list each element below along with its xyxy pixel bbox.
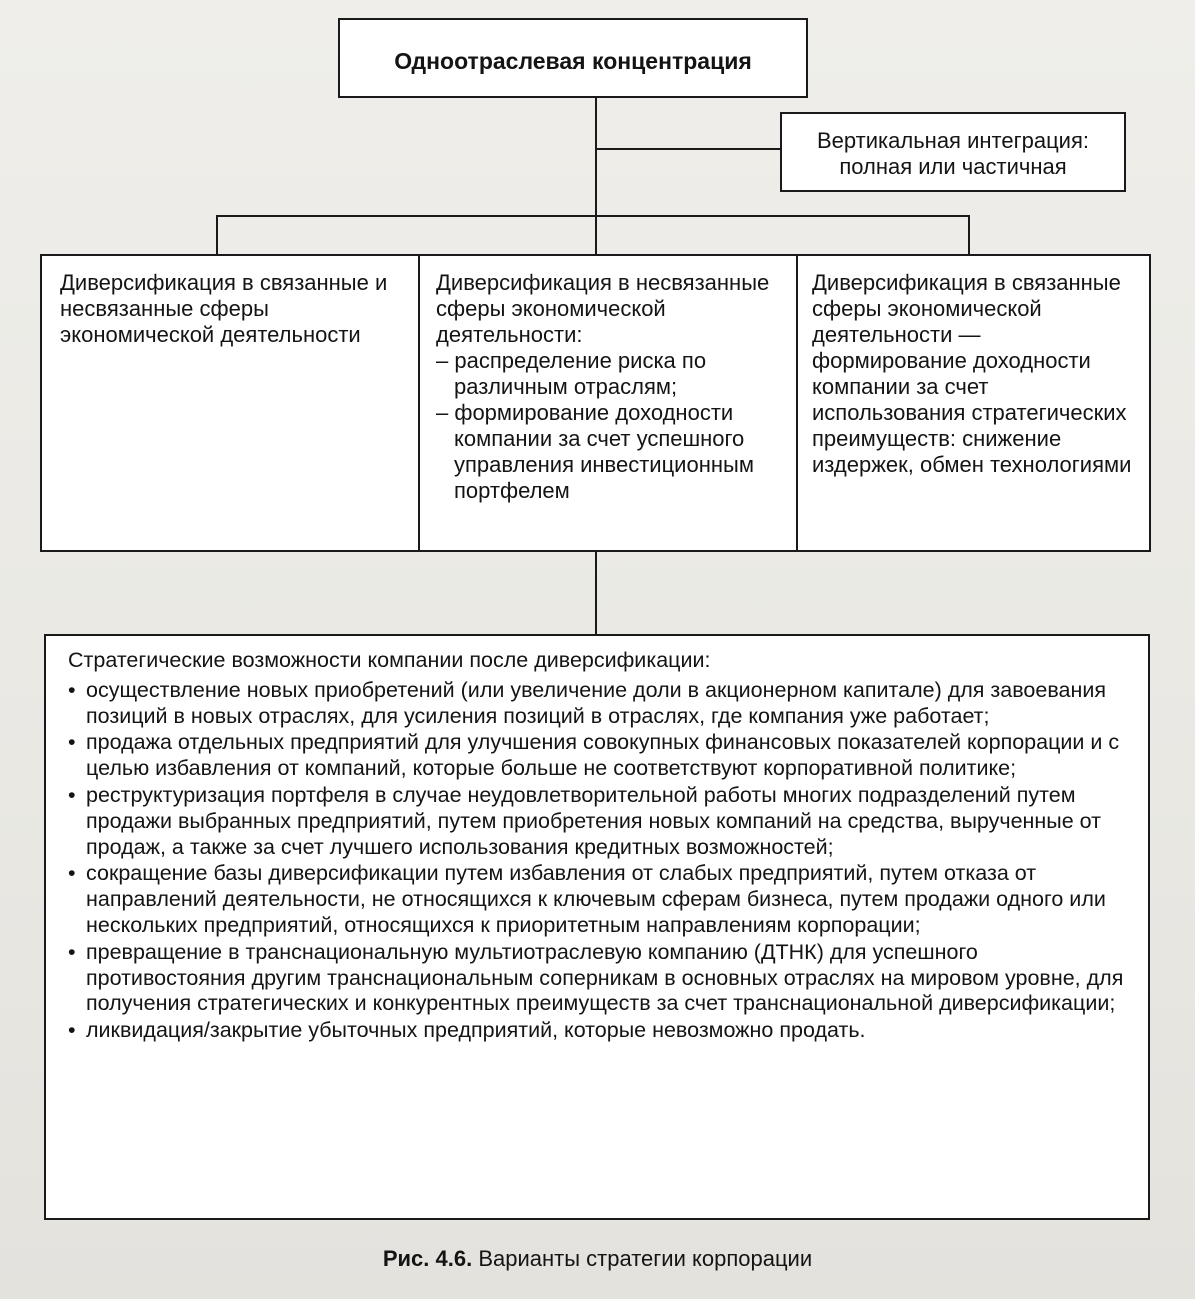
related-diversification-label: Диверсификация в связанные сферы экономической деятельности — формирование доходности компании за счет использования стратегических преимуществ: снижение издержек, обмен технологиями xyxy=(812,270,1132,477)
bullet-icon: • xyxy=(68,939,76,964)
list-item-text: продажа отдельных предприятий для улучшения совокупных финансовых показателей корпорации и с целью избавления от компаний, которые больше не соответствуют корпоративной политике; xyxy=(86,730,1120,781)
related-unrelated-diversification-label: Диверсификация в связанные и несвязанные сферы экономической деятельности xyxy=(60,270,388,347)
list-item: – формирование доходности компании за счет успешного управления инвестиционным портфелем xyxy=(436,399,754,503)
list-item-text: осуществление новых приобретений (или увеличение доли в акционерном капитале) для завоевания позиций в новых отраслях, для усиления позиций в отраслях, где компания уже работает; xyxy=(86,677,1106,728)
strategic-options-title: Стратегические возможности компании после диверсификации: xyxy=(68,648,711,672)
strategic-options-box xyxy=(44,634,1150,1220)
list-item xyxy=(68,1018,1134,1044)
connector-to-vertical xyxy=(595,148,781,150)
list-item xyxy=(68,861,1134,938)
list-item-text: реструктуризация портфеля в случае неудовлетворительной работы многих подразделений путем продажи выбранных предприятий, путем приобретения новых компаний на средства, вырученные от продаж, а также за счет лучшего использования кредитных возможностей; xyxy=(86,782,1101,859)
unrelated-diversification-list xyxy=(436,348,788,504)
connector-bottom-drop xyxy=(595,552,597,635)
bullet-icon: • xyxy=(68,861,76,886)
connector-top-down xyxy=(595,98,597,216)
list-item xyxy=(68,678,1134,730)
unrelated-diversification-title: Диверсификация в несвязанные сферы экономической деятельности: xyxy=(436,270,770,347)
list-item: – распределение риска по различным отраслям; xyxy=(436,347,707,399)
vertical-integration-box xyxy=(780,112,1126,192)
strategic-options-list xyxy=(68,678,1134,1044)
figure-caption xyxy=(0,1246,1195,1272)
unrelated-diversification-box xyxy=(418,254,798,552)
list-item xyxy=(68,940,1134,1017)
single-industry-concentration-box xyxy=(338,18,808,98)
connector-mid-drop xyxy=(595,215,597,255)
figure-caption-number: Рис. 4.6. xyxy=(382,1246,473,1271)
bullet-icon: • xyxy=(68,730,76,755)
figure-caption-text: Варианты стратегии корпорации xyxy=(472,1246,813,1271)
list-item-text: превращение в транснациональную мультиотраслевую компанию (ДТНК) для успешного противостояния другим транснациональным соперникам в основных отраслях на мировом уровне, для получения стратегических и конкурентных преимуществ за счет транснациональной диверсификации; xyxy=(86,939,1124,1016)
related-unrelated-diversification-box xyxy=(40,254,420,552)
bullet-icon: • xyxy=(68,677,76,702)
bullet-icon: • xyxy=(68,782,76,807)
bullet-icon: • xyxy=(68,1018,76,1043)
single-industry-concentration-label: Одноотраслевая концентрация xyxy=(394,48,752,74)
list-item-text: ликвидация/закрытие убыточных предприятий, которые невозможно продать. xyxy=(86,1018,866,1043)
related-diversification-box xyxy=(796,254,1151,552)
list-item xyxy=(68,730,1134,782)
vertical-integration-label: Вертикальная интеграция: полная или частичная xyxy=(817,128,1089,179)
connector-horizontal-bar xyxy=(216,215,970,217)
list-item xyxy=(68,783,1134,860)
list-item-text: сокращение базы диверсификации путем избавления от слабых предприятий, путем отказа от направлений деятельности, не относящихся к ключевым сферам бизнеса, путем продажи одного или нескольких предприятий, относящихся к приоритетным направлениям корпорации; xyxy=(86,861,1106,937)
connector-right-drop xyxy=(968,215,970,255)
connector-left-drop xyxy=(216,215,218,255)
